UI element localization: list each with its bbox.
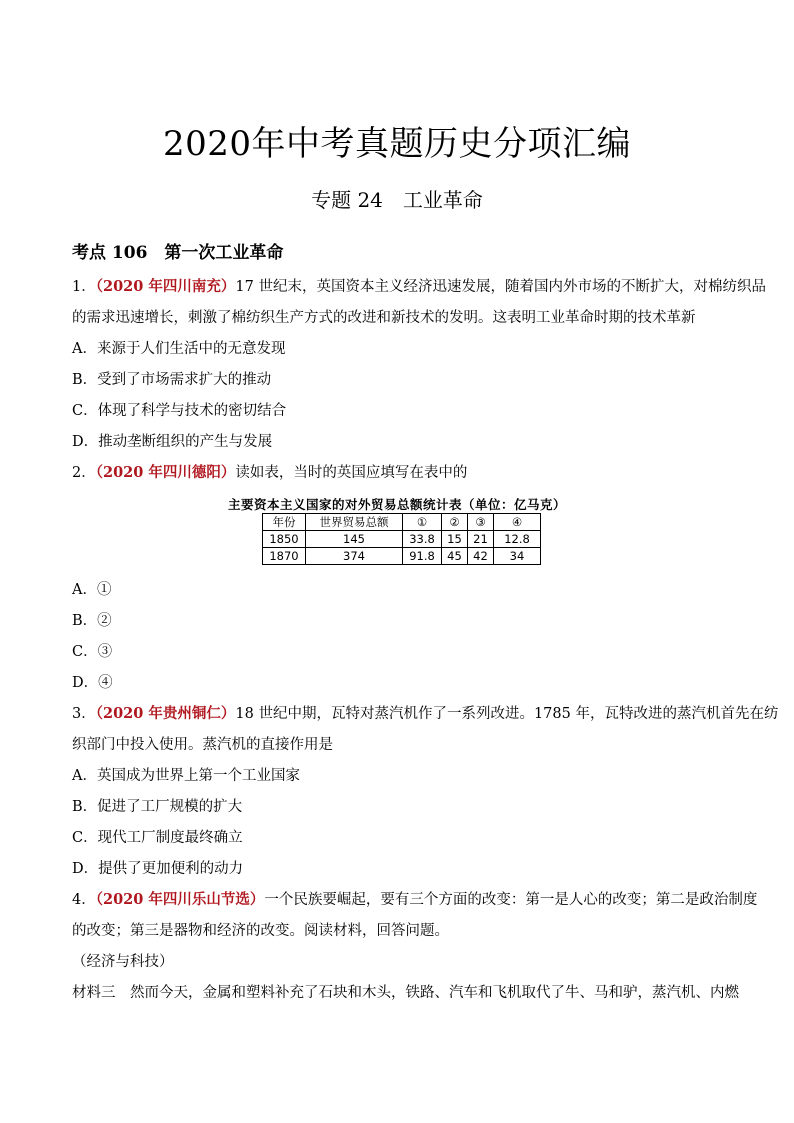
question-1-line-1 — [72, 277, 766, 297]
document-title: 2020年中考真题历史分项汇编 — [162, 124, 632, 164]
table-cell: 34 — [494, 548, 541, 565]
question-2-option-d: D．④ — [72, 675, 113, 691]
trade-table — [262, 513, 541, 565]
table-cell: 145 — [306, 531, 403, 548]
table-cell: 374 — [306, 548, 403, 565]
header-2: ② — [442, 514, 468, 531]
table-caption: 主要资本主义国家的对外贸易总额统计表（单位：亿马克） — [227, 497, 566, 512]
question-number: 3． — [72, 706, 96, 722]
question-1-line-2: 的需求迅速增长，刺激了棉纺织生产方式的改进和新技术的发明。这表明工业革命时期的技术革新 — [72, 310, 696, 326]
question-number: 2． — [72, 465, 96, 481]
header-world-total: 世界贸易总额 — [306, 514, 403, 531]
question-2-option-c: C．③ — [72, 644, 113, 660]
header-1: ① — [403, 514, 442, 531]
table-cell: 21 — [468, 531, 494, 548]
table-cell: 15 — [442, 531, 468, 548]
question-3-line-1 — [72, 704, 778, 724]
question-source: （2020 年四川德阳） — [95, 464, 236, 481]
question-3-option-d: D．提供了更加便利的动力 — [72, 861, 244, 877]
section-heading: 考点 106 第一次工业革命 — [72, 243, 284, 263]
table-cell: 33.8 — [403, 531, 442, 548]
header-year: 年份 — [263, 514, 306, 531]
question-1-option-d: D．推动垄断组织的产生与发展 — [72, 434, 273, 450]
question-4-line-2: 的改变；第三是器物和经济的改变。阅读材料，回答问题。 — [72, 923, 449, 939]
question-stem: 18 世纪中期，瓦特对蒸汽机作了一系列改进。1785 年，瓦特改进的蒸汽机首先在纺 — [235, 706, 779, 722]
question-number: 4． — [72, 892, 96, 908]
table-row — [263, 531, 541, 548]
question-4-line-1 — [72, 890, 757, 910]
document-subtitle: 专题 24 工业革命 — [311, 188, 483, 212]
question-3-option-a: A．英国成为世界上第一个工业国家 — [72, 768, 300, 784]
table-cell: 12.8 — [494, 531, 541, 548]
question-2-option-a: A．① — [72, 582, 112, 598]
header-4: ④ — [494, 514, 541, 531]
question-stem: 一个民族要崛起，要有三个方面的改变：第一是人心的改变；第二是政治制度 — [264, 892, 758, 908]
table-cell: 1870 — [263, 548, 306, 565]
question-3-option-b: B．促进了工厂规模的扩大 — [72, 799, 243, 815]
question-1-option-a: A．来源于人们生活中的无意发现 — [72, 341, 286, 357]
question-number: 1． — [72, 279, 96, 295]
header-3: ③ — [468, 514, 494, 531]
question-1-option-b: B．受到了市场需求扩大的推动 — [72, 372, 272, 388]
question-4-material: 材料三 然而今天，金属和塑料补充了石块和木头，铁路、汽车和飞机取代了牛、马和驴，蒸汽机、内燃 — [72, 985, 739, 1001]
question-3-option-c: C．现代工厂制度最终确立 — [72, 830, 243, 846]
question-source: （2020 年四川南充） — [95, 278, 236, 295]
table-cell: 45 — [442, 548, 468, 565]
table-cell: 42 — [468, 548, 494, 565]
question-source: （2020 年四川乐山节选） — [95, 891, 265, 908]
table-cell: 91.8 — [403, 548, 442, 565]
question-2-option-b: B．② — [72, 613, 112, 629]
question-stem: 读如表，当时的英国应填写在表中的 — [235, 465, 468, 481]
table-row — [263, 548, 541, 565]
question-source: （2020 年贵州铜仁） — [95, 705, 236, 722]
question-stem: 17 世纪末，英国资本主义经济迅速发展，随着国内外市场的不断扩大，对棉纺织品 — [235, 279, 766, 295]
table-cell: 1850 — [263, 531, 306, 548]
question-3-line-2: 织部门中投入使用。蒸汽机的直接作用是 — [72, 737, 333, 753]
question-1-option-c: C．体现了科学与技术的密切结合 — [72, 403, 287, 419]
question-2-line-1 — [72, 463, 467, 483]
table-header-row — [263, 514, 541, 531]
question-4-subheading: （经济与科技） — [72, 954, 174, 970]
